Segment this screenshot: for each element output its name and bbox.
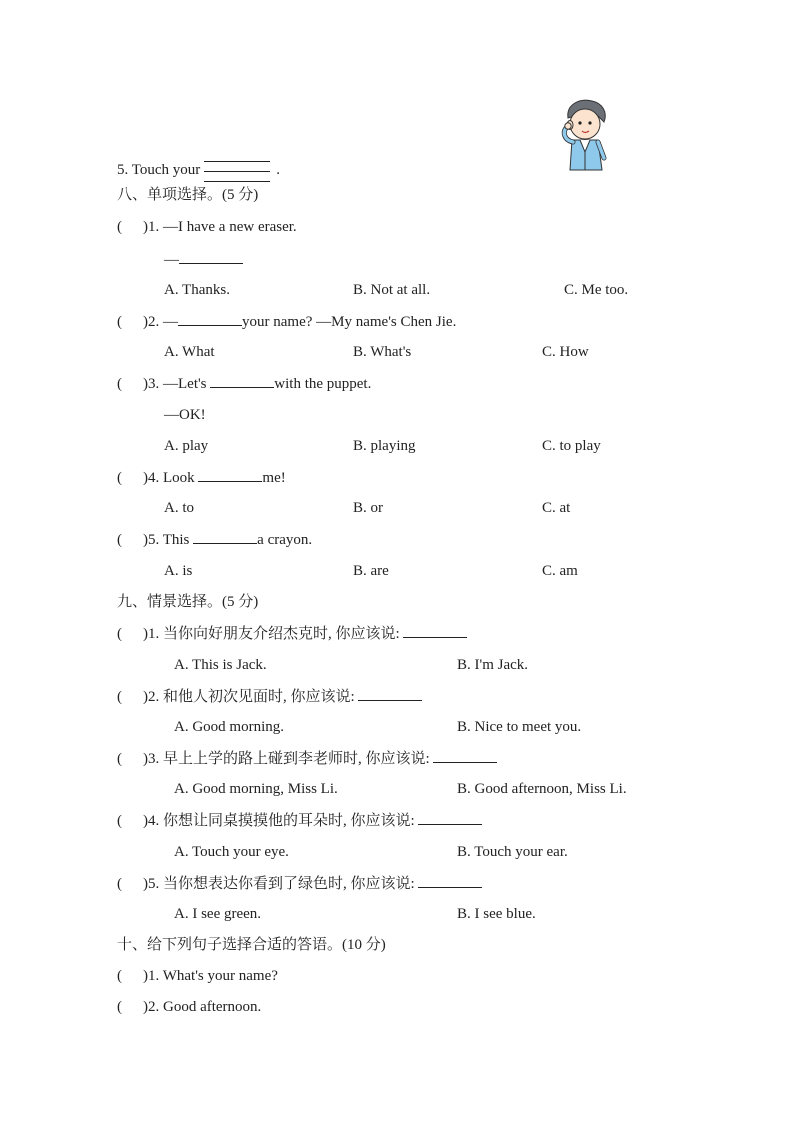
s8-question-3: ( )3. —Let's with the puppet.	[117, 373, 371, 394]
s9-q5-option-b: B. I see blue.	[457, 906, 536, 922]
s8-q5-option-c: C. am	[542, 563, 578, 579]
s8-question-5: ( )5. This a crayon.	[117, 529, 312, 550]
s9-q4-option-a: A. Touch your eye.	[174, 844, 289, 860]
section-9-title: 九、情景选择。(5 分)	[117, 594, 259, 610]
s9-q4-option-b: B. Touch your ear.	[457, 844, 568, 860]
s8-q3-reply: —OK!	[164, 407, 206, 423]
s10-question-2: ( )2. Good afternoon.	[117, 999, 262, 1015]
s8-question-1: ( )1. —I have a new eraser.	[117, 219, 297, 235]
s8-q4-option-b: B. or	[353, 500, 383, 516]
s8-q2-option-c: C. How	[542, 344, 589, 360]
question-touch-your: 5. Touch your .	[117, 160, 280, 181]
s8-q2-option-a: A. What	[164, 344, 215, 360]
section-10-title: 十、给下列句子选择合适的答语。(10 分)	[117, 937, 386, 953]
s8-q5-option-a: A. is	[164, 563, 193, 579]
s8-q3-option-b: B. playing	[353, 438, 416, 454]
s9-question-2: ( )2. 和他人初次见面时, 你应该说:	[117, 686, 422, 707]
s8-question-2: ( )2. — your name? —My name's Chen Jie.	[117, 311, 456, 332]
s8-q3-option-c: C. to play	[542, 438, 601, 454]
s9-question-1: ( )1. 当你向好朋友介绍杰克时, 你应该说:	[117, 623, 467, 644]
s8-question-4: ( )4. Look me!	[117, 467, 286, 488]
s8-q1-option-b: B. Not at all.	[353, 282, 431, 298]
s9-question-4: ( )4. 你想让同桌摸摸他的耳朵时, 你应该说:	[117, 810, 482, 831]
s8-q5-option-b: B. are	[353, 563, 389, 579]
s8-q4-option-c: C. at	[542, 500, 571, 516]
s9-q2-option-a: A. Good morning.	[174, 719, 284, 735]
s9-question-5: ( )5. 当你想表达你看到了绿色时, 你应该说:	[117, 873, 482, 894]
s8-q4-option-a: A. to	[164, 500, 194, 516]
boy-touching-ear-illustration	[558, 96, 614, 176]
s8-q3-option-a: A. play	[164, 438, 209, 454]
s9-q3-option-b: B. Good afternoon, Miss Li.	[457, 781, 627, 797]
s9-q1-option-b: B. I'm Jack.	[457, 657, 529, 673]
s9-q3-option-a: A. Good morning, Miss Li.	[174, 781, 338, 797]
s8-q1-option-c: C. Me too.	[564, 282, 629, 298]
answer-blank	[204, 161, 270, 181]
s8-q2-option-b: B. What's	[353, 344, 412, 360]
section-8-title: 八、单项选择。(5 分)	[117, 187, 259, 203]
s9-q2-option-b: B. Nice to meet you.	[457, 719, 582, 735]
s10-question-1: ( )1. What's your name?	[117, 968, 278, 984]
s9-q5-option-a: A. I see green.	[174, 906, 262, 922]
s8-q1-option-a: A. Thanks.	[164, 282, 230, 298]
s9-question-3: ( )3. 早上上学的路上碰到李老师时, 你应该说:	[117, 748, 497, 769]
s8-q1-reply: —	[164, 249, 243, 270]
s9-q1-option-a: A. This is Jack.	[174, 657, 267, 673]
